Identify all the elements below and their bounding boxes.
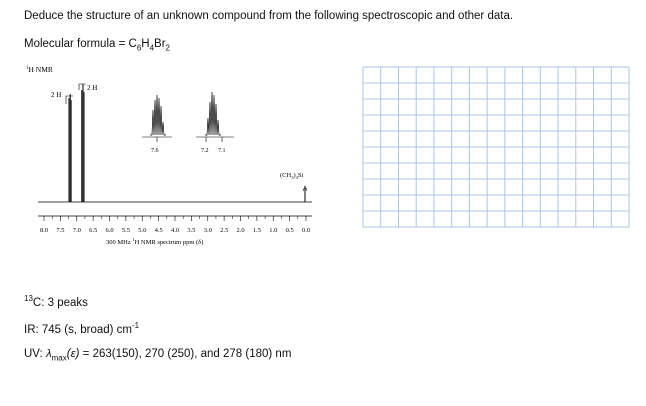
axis-tick-label: 5.0	[138, 227, 147, 234]
axis-tick-label: 3.0	[203, 227, 212, 234]
formula-br: Br	[154, 38, 166, 50]
uv-lambda-subscript: max	[51, 353, 67, 363]
uv-values: = 263(150), 270 (250), and 278 (180) nm	[79, 348, 292, 360]
axis-tick-label: 3.5	[187, 227, 196, 234]
axis-tick-label: 2.0	[236, 227, 245, 234]
uv-data	[24, 348, 291, 362]
ir-unit-exponent: -1	[132, 321, 140, 330]
formula-label: Molecular formula =	[24, 38, 129, 50]
aromatic-peak-right	[82, 84, 84, 202]
axis-tick-label: 8.0	[39, 227, 49, 234]
axis-tick-label: 1.0	[269, 227, 278, 234]
ir-text: IR: 745 (s, broad) cm	[24, 323, 133, 336]
axis-tick-label: 0.5	[285, 227, 294, 234]
ir-data	[24, 321, 139, 336]
integral-label-right: 2 H	[87, 84, 98, 92]
answer-grid	[362, 66, 630, 228]
aromatic-peak-left	[69, 94, 71, 202]
c13-superscript: 13	[24, 294, 33, 303]
axis-tick-label: 7.5	[56, 227, 65, 234]
integral-label-left: 2 H	[51, 91, 62, 99]
inset-multiplet-7-2	[196, 92, 234, 154]
formula-h: H	[141, 38, 150, 50]
axis-tick-label: 6.0	[105, 227, 114, 234]
tms-label: $(CH_3)_4Si$	[280, 172, 304, 180]
inset2-tick-label-a: 7.2	[201, 148, 209, 154]
ppm-axis-ticks	[40, 216, 310, 234]
c13-data	[24, 294, 88, 309]
inset2-tick-label-b: 7.1	[218, 148, 226, 154]
axis-tick-label: 6.5	[89, 227, 98, 234]
formula-c: C	[128, 38, 137, 50]
nmr-spectrum	[24, 60, 324, 260]
axis-tick-label: 7.0	[72, 227, 81, 234]
axis-caption: 300 MHz $^1$H NMR spectrum ppm (δ)	[106, 237, 204, 246]
axis-tick-label: 5.5	[121, 227, 130, 234]
uv-prefix: UV:	[24, 348, 46, 360]
axis-tick-label: 0.0	[301, 227, 311, 234]
uv-lambda: λ	[45, 348, 52, 360]
molecular-formula	[24, 38, 170, 52]
c13-text: C: 3 peaks	[32, 296, 88, 309]
inset-multiplet-7-6	[142, 95, 172, 154]
formula-br-count: 2	[165, 43, 170, 53]
tms-peak	[303, 186, 307, 202]
uv-epsilon: (ε)	[66, 348, 80, 360]
axis-tick-label: 1.5	[252, 227, 261, 234]
axis-tick-label: 4.5	[154, 227, 163, 234]
formula-c-count: 6	[136, 43, 142, 53]
question-text: Deduce the structure of an unknown compound from the following spectroscopic and other data.	[24, 10, 514, 22]
axis-tick-label: 2.5	[220, 227, 229, 234]
axis-tick-label: 4.0	[170, 227, 180, 234]
inset1-tick-label: 7.6	[151, 148, 159, 154]
nmr-title: $^1$H NMR	[26, 65, 53, 74]
formula-h-count: 4	[149, 43, 155, 53]
